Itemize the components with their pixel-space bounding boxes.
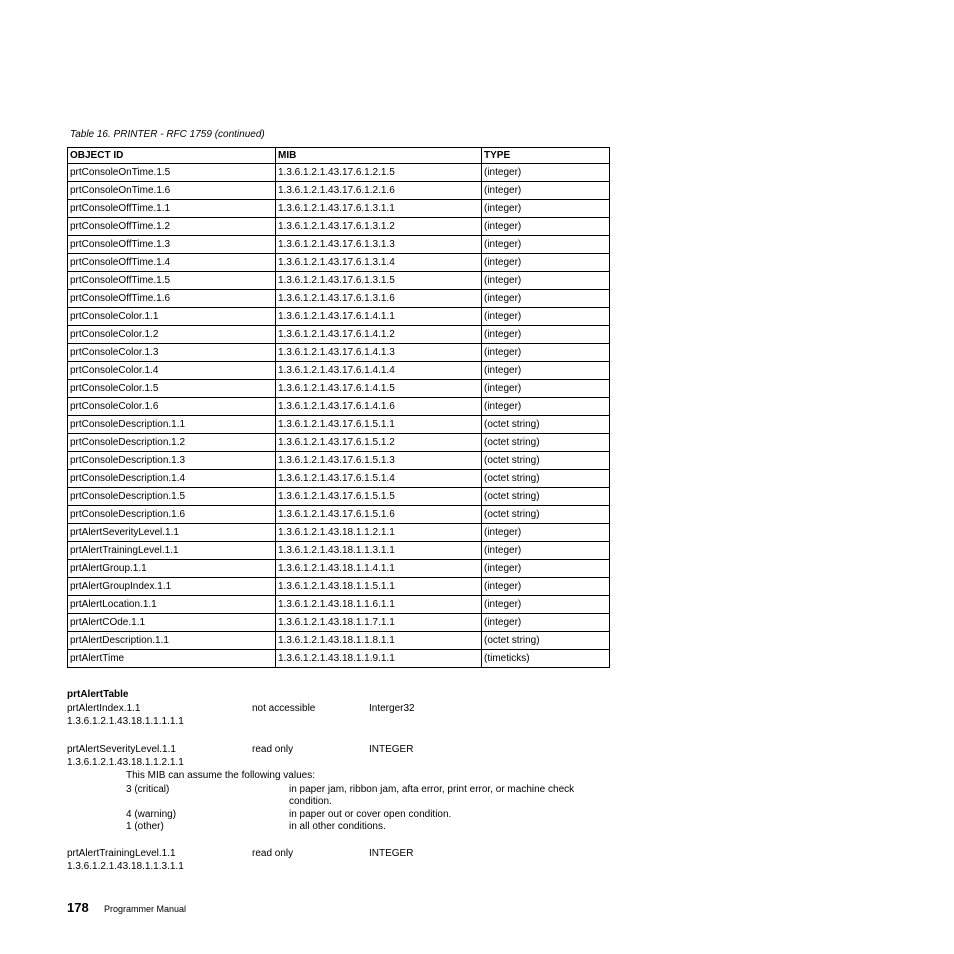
cell-object-id: prtConsoleOnTime.1.5 bbox=[68, 164, 276, 182]
entry-oid: 1.3.6.1.2.1.43.18.1.1.1.1.1 bbox=[67, 716, 184, 727]
table-caption: Table 16. PRINTER - RFC 1759 (continued) bbox=[70, 129, 265, 140]
cell-mib: 1.3.6.1.2.1.43.18.1.1.3.1.1 bbox=[276, 542, 482, 560]
table-row bbox=[68, 542, 610, 560]
header-object-id: OBJECT ID bbox=[68, 148, 276, 164]
entry-type: INTEGER bbox=[369, 848, 414, 859]
table-row bbox=[68, 650, 610, 668]
cell-type: (integer) bbox=[482, 308, 610, 326]
cell-object-id: prtConsoleDescription.1.3 bbox=[68, 452, 276, 470]
entry-type: Interger32 bbox=[369, 703, 415, 714]
cell-mib: 1.3.6.1.2.1.43.17.6.1.5.1.1 bbox=[276, 416, 482, 434]
cell-mib: 1.3.6.1.2.1.43.17.6.1.3.1.4 bbox=[276, 254, 482, 272]
cell-mib: 1.3.6.1.2.1.43.17.6.1.5.1.3 bbox=[276, 452, 482, 470]
cell-type: (octet string) bbox=[482, 632, 610, 650]
cell-type: (integer) bbox=[482, 272, 610, 290]
cell-mib: 1.3.6.1.2.1.43.17.6.1.5.1.4 bbox=[276, 470, 482, 488]
entry-name: prtAlertIndex.1.1 bbox=[67, 703, 141, 714]
cell-object-id: prtConsoleColor.1.1 bbox=[68, 308, 276, 326]
cell-object-id: prtAlertLocation.1.1 bbox=[68, 596, 276, 614]
entry-name: prtAlertTrainingLevel.1.1 bbox=[67, 848, 176, 859]
cell-object-id: prtConsoleOffTime.1.2 bbox=[68, 218, 276, 236]
cell-object-id: prtAlertTime bbox=[68, 650, 276, 668]
cell-mib: 1.3.6.1.2.1.43.17.6.1.3.1.1 bbox=[276, 200, 482, 218]
cell-mib: 1.3.6.1.2.1.43.18.1.1.7.1.1 bbox=[276, 614, 482, 632]
cell-mib: 1.3.6.1.2.1.43.18.1.1.5.1.1 bbox=[276, 578, 482, 596]
cell-object-id: prtConsoleOffTime.1.5 bbox=[68, 272, 276, 290]
cell-type: (octet string) bbox=[482, 452, 610, 470]
table-row bbox=[68, 254, 610, 272]
cell-type: (integer) bbox=[482, 164, 610, 182]
table-row bbox=[68, 578, 610, 596]
cell-type: (octet string) bbox=[482, 488, 610, 506]
cell-type: (integer) bbox=[482, 326, 610, 344]
cell-type: (timeticks) bbox=[482, 650, 610, 668]
table-row bbox=[68, 362, 610, 380]
cell-mib: 1.3.6.1.2.1.43.17.6.1.2.1.5 bbox=[276, 164, 482, 182]
table-row bbox=[68, 632, 610, 650]
cell-type: (integer) bbox=[482, 362, 610, 380]
value-code: 3 (critical) bbox=[126, 784, 170, 795]
cell-type: (integer) bbox=[482, 542, 610, 560]
table-header-row bbox=[68, 148, 610, 164]
cell-object-id: prtAlertSeverityLevel.1.1 bbox=[68, 524, 276, 542]
cell-object-id: prtConsoleColor.1.2 bbox=[68, 326, 276, 344]
cell-type: (integer) bbox=[482, 578, 610, 596]
cell-object-id: prtConsoleDescription.1.1 bbox=[68, 416, 276, 434]
cell-type: (integer) bbox=[482, 524, 610, 542]
cell-type: (integer) bbox=[482, 182, 610, 200]
entry-name: prtAlertSeverityLevel.1.1 bbox=[67, 744, 176, 755]
table-row bbox=[68, 488, 610, 506]
section-title: prtAlertTable bbox=[67, 689, 129, 700]
cell-mib: 1.3.6.1.2.1.43.17.6.1.4.1.6 bbox=[276, 398, 482, 416]
cell-mib: 1.3.6.1.2.1.43.18.1.1.6.1.1 bbox=[276, 596, 482, 614]
table-row bbox=[68, 560, 610, 578]
cell-mib: 1.3.6.1.2.1.43.18.1.1.2.1.1 bbox=[276, 524, 482, 542]
cell-mib: 1.3.6.1.2.1.43.18.1.1.9.1.1 bbox=[276, 650, 482, 668]
table-row bbox=[68, 218, 610, 236]
header-type: TYPE bbox=[482, 148, 610, 164]
cell-type: (integer) bbox=[482, 398, 610, 416]
cell-object-id: prtAlertDescription.1.1 bbox=[68, 632, 276, 650]
table-row bbox=[68, 398, 610, 416]
entry-access: read only bbox=[252, 848, 294, 859]
table-row bbox=[68, 506, 610, 524]
cell-type: (integer) bbox=[482, 200, 610, 218]
entry-access: read only bbox=[252, 744, 294, 755]
cell-object-id: prtConsoleColor.1.3 bbox=[68, 344, 276, 362]
cell-type: (integer) bbox=[482, 218, 610, 236]
table-row bbox=[68, 272, 610, 290]
cell-object-id: prtConsoleOffTime.1.1 bbox=[68, 200, 276, 218]
table-row bbox=[68, 308, 610, 326]
mib-table bbox=[67, 147, 610, 668]
cell-mib: 1.3.6.1.2.1.43.17.6.1.3.1.2 bbox=[276, 218, 482, 236]
cell-object-id: prtConsoleOffTime.1.6 bbox=[68, 290, 276, 308]
table-row bbox=[68, 326, 610, 344]
cell-type: (integer) bbox=[482, 614, 610, 632]
cell-type: (octet string) bbox=[482, 470, 610, 488]
cell-object-id: prtConsoleDescription.1.4 bbox=[68, 470, 276, 488]
entry-type: INTEGER bbox=[369, 744, 414, 755]
cell-object-id: prtConsoleOffTime.1.3 bbox=[68, 236, 276, 254]
value-description-cont: condition. bbox=[289, 796, 332, 807]
cell-mib: 1.3.6.1.2.1.43.17.6.1.4.1.2 bbox=[276, 326, 482, 344]
cell-mib: 1.3.6.1.2.1.43.17.6.1.3.1.3 bbox=[276, 236, 482, 254]
value-code: 1 (other) bbox=[126, 821, 164, 832]
cell-mib: 1.3.6.1.2.1.43.17.6.1.3.1.6 bbox=[276, 290, 482, 308]
cell-mib: 1.3.6.1.2.1.43.17.6.1.5.1.2 bbox=[276, 434, 482, 452]
cell-mib: 1.3.6.1.2.1.43.17.6.1.2.1.6 bbox=[276, 182, 482, 200]
footer-manual-title: Programmer Manual bbox=[104, 904, 187, 914]
cell-object-id: prtConsoleDescription.1.5 bbox=[68, 488, 276, 506]
table-row bbox=[68, 434, 610, 452]
cell-object-id: prtConsoleOffTime.1.4 bbox=[68, 254, 276, 272]
cell-type: (octet string) bbox=[482, 506, 610, 524]
table-row bbox=[68, 236, 610, 254]
cell-type: (integer) bbox=[482, 236, 610, 254]
table-row bbox=[68, 614, 610, 632]
cell-type: (integer) bbox=[482, 596, 610, 614]
cell-mib: 1.3.6.1.2.1.43.17.6.1.5.1.5 bbox=[276, 488, 482, 506]
cell-type: (integer) bbox=[482, 560, 610, 578]
cell-object-id: prtConsoleOnTime.1.6 bbox=[68, 182, 276, 200]
table-row bbox=[68, 452, 610, 470]
table-row bbox=[68, 470, 610, 488]
table-row bbox=[68, 416, 610, 434]
table-row bbox=[68, 182, 610, 200]
cell-mib: 1.3.6.1.2.1.43.17.6.1.4.1.3 bbox=[276, 344, 482, 362]
cell-object-id: prtConsoleColor.1.6 bbox=[68, 398, 276, 416]
table-row bbox=[68, 200, 610, 218]
table-row bbox=[68, 596, 610, 614]
table-row bbox=[68, 380, 610, 398]
table-row bbox=[68, 164, 610, 182]
cell-object-id: prtAlertGroupIndex.1.1 bbox=[68, 578, 276, 596]
values-intro: This MIB can assume the following values: bbox=[126, 770, 315, 781]
cell-type: (integer) bbox=[482, 344, 610, 362]
value-description: in paper out or cover open condition. bbox=[289, 809, 452, 820]
cell-object-id: prtConsoleColor.1.5 bbox=[68, 380, 276, 398]
value-code: 4 (warning) bbox=[126, 809, 177, 820]
cell-type: (octet string) bbox=[482, 416, 610, 434]
cell-object-id: prtConsoleDescription.1.6 bbox=[68, 506, 276, 524]
header-mib: MIB bbox=[276, 148, 482, 164]
cell-type: (integer) bbox=[482, 290, 610, 308]
entry-oid: 1.3.6.1.2.1.43.18.1.1.2.1.1 bbox=[67, 757, 184, 768]
cell-object-id: prtAlertCOde.1.1 bbox=[68, 614, 276, 632]
cell-mib: 1.3.6.1.2.1.43.17.6.1.4.1.4 bbox=[276, 362, 482, 380]
page-number: 178 bbox=[67, 900, 89, 915]
value-description: in paper jam, ribbon jam, afta error, print error, or machine check bbox=[289, 784, 575, 795]
cell-mib: 1.3.6.1.2.1.43.17.6.1.4.1.1 bbox=[276, 308, 482, 326]
entry-oid: 1.3.6.1.2.1.43.18.1.1.3.1.1 bbox=[67, 861, 184, 872]
cell-mib: 1.3.6.1.2.1.43.17.6.1.4.1.5 bbox=[276, 380, 482, 398]
cell-mib: 1.3.6.1.2.1.43.17.6.1.3.1.5 bbox=[276, 272, 482, 290]
cell-object-id: prtConsoleColor.1.4 bbox=[68, 362, 276, 380]
entry-access: not accessible bbox=[252, 703, 316, 714]
cell-mib: 1.3.6.1.2.1.43.17.6.1.5.1.6 bbox=[276, 506, 482, 524]
cell-mib: 1.3.6.1.2.1.43.18.1.1.8.1.1 bbox=[276, 632, 482, 650]
cell-type: (octet string) bbox=[482, 434, 610, 452]
table-body bbox=[68, 164, 610, 668]
cell-type: (integer) bbox=[482, 380, 610, 398]
table-row bbox=[68, 524, 610, 542]
value-description: in all other conditions. bbox=[289, 821, 386, 832]
cell-mib: 1.3.6.1.2.1.43.18.1.1.4.1.1 bbox=[276, 560, 482, 578]
cell-object-id: prtAlertTrainingLevel.1.1 bbox=[68, 542, 276, 560]
cell-object-id: prtConsoleDescription.1.2 bbox=[68, 434, 276, 452]
table-row bbox=[68, 344, 610, 362]
table-row bbox=[68, 290, 610, 308]
cell-object-id: prtAlertGroup.1.1 bbox=[68, 560, 276, 578]
cell-type: (integer) bbox=[482, 254, 610, 272]
